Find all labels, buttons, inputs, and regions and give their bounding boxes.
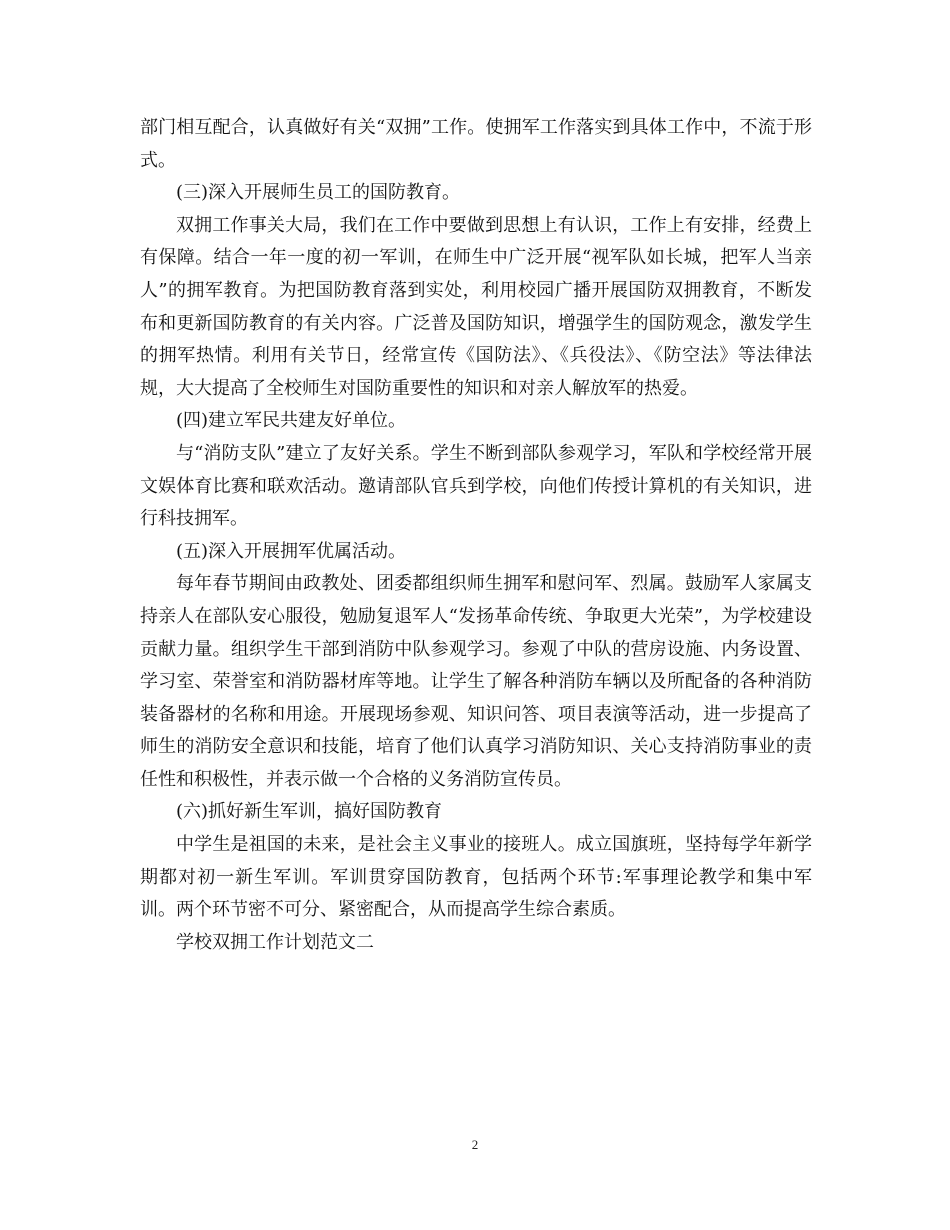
document-body <box>140 112 812 959</box>
paragraph-freshman-training: 中学生是祖国的未来，是社会主义事业的接班人。成立国旗班，坚持每学年新学期都对初一新生军训。军训贯穿国防教育，包括两个环节:军事理论教学和集中军训。两个环节密不可分、紧密配合，从而提高学生综合素质。 <box>140 834 812 921</box>
section-heading-6: (六)抓好新生军训，搞好国防教育 <box>176 801 443 823</box>
section-heading-4: (四)建立军民共建友好单位。 <box>176 410 407 432</box>
paragraph-support-military-activities: 每年春节期间由政教处、团委都组织师生拥军和慰问军、烈属。鼓励军人家属支持亲人在部队安心服役，勉励复退军人“发扬革命传统、争取更大光荣”，为学校建设贡献力量。组织学生干部到消防中队参观学习。参观了中队的营房设施、内务设置、学习室、荣誉室和消防器材库等地。让学生了解各种消防车辆以及所配备的各种消防装备器材的名称和用途。开展现场参观、知识问答、项目表演等活动，进一步提高了师生的消防安全意识和技能，培育了他们认真学习消防知识、关心支持消防事业的责任性和积极性，并表示做一个合格的义务消防宣传员。 <box>140 573 812 790</box>
next-sample-title: 学校双拥工作计划范文二 <box>176 931 374 953</box>
section-heading-5: (五)深入开展拥军优属活动。 <box>176 540 407 562</box>
paragraph-civil-military-unit: 与“消防支队”建立了友好关系。学生不断到部队参观学习，军队和学校经常开展文娱体育比赛和联欢活动。邀请部队官兵到学校，向他们传授计算机的有关知识，进行科技拥军。 <box>140 442 812 530</box>
paragraph-defense-education: 双拥工作事关大局，我们在工作中要做到思想上有认识，工作上有安排，经费上有保障。结合一年一度的初一军训，在师生中广泛开展“视军队如长城，把军人当亲人”的拥军教育。为把国防教育落到实处，利用校园广播开展国防双拥教育，不断发布和更新国防教育的有关内容。广泛普及国防知识，增强学生的国防观念，激发学生的拥军热情。利用有关节日，经常宣传《国防法》、《兵役法》、《防空法》等法律法规，大大提高了全校师生对国防重要性的知识和对亲人解放军的热爱。 <box>140 214 812 399</box>
page-number: 2 <box>471 1137 479 1152</box>
section-heading-3: (三)深入开展师生员工的国防教育。 <box>176 182 461 204</box>
paragraph-continuation: 部门相互配合，认真做好有关“双拥”工作。使拥军工作落实到具体工作中，不流于形式。 <box>140 117 812 171</box>
